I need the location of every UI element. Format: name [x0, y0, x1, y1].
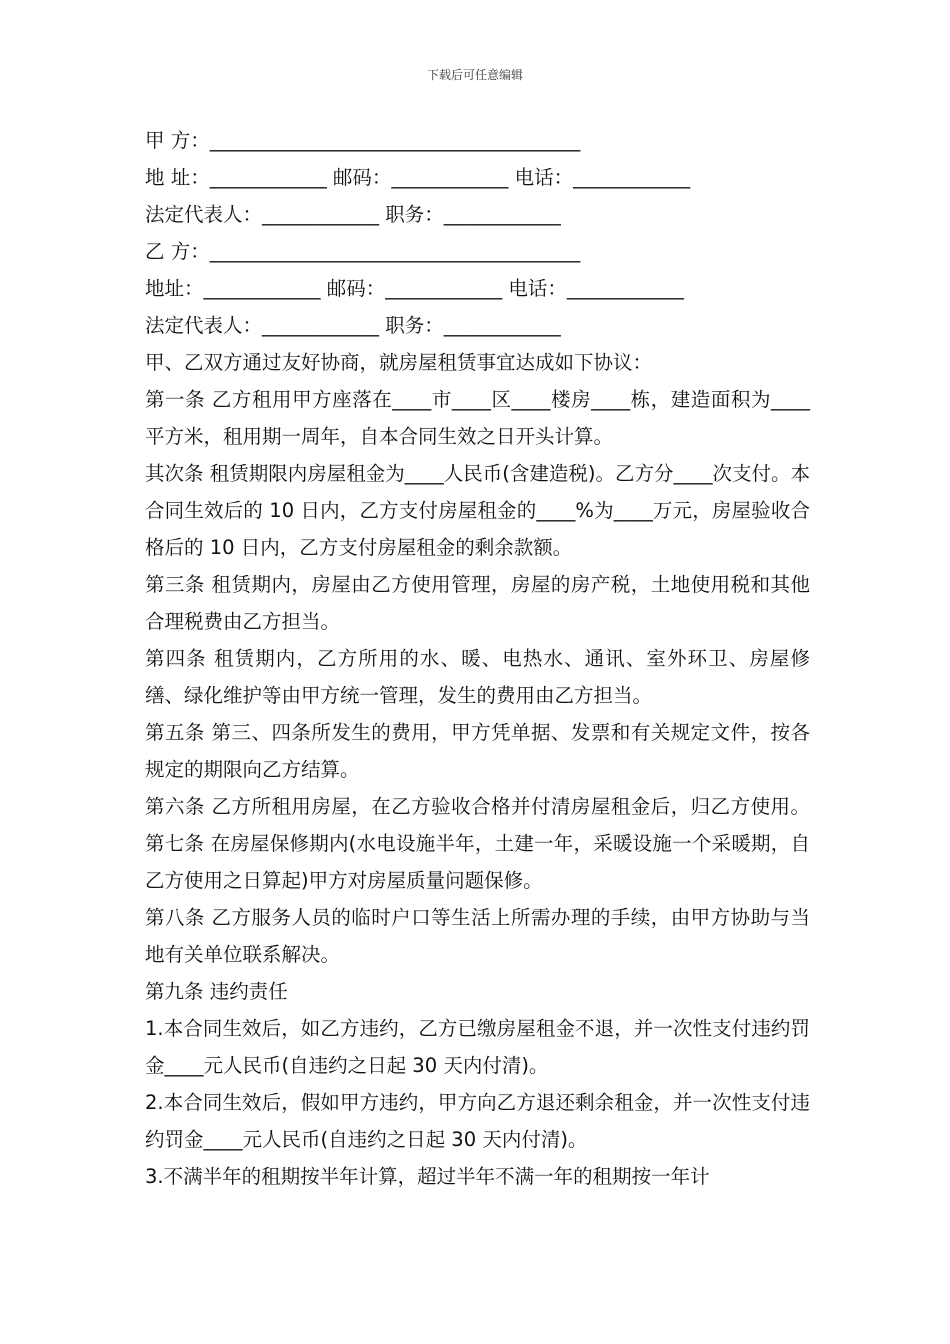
party-b-line: 乙 方：______________________________________ [145, 240, 581, 263]
clause-9-3: 3.不满半年的租期按半年计算，超过半年不满一年的租期按一年计 [145, 1165, 710, 1188]
agreement-intro: 甲、乙双方通过友好协商，就房屋租赁事宜达成如下协议： [145, 351, 653, 374]
article-1: 第一条 乙方租用甲方座落在____市____区____楼房____栋，建造面积为____平方米，租用期一周年，自本合同生效之日开头计算。 [145, 388, 810, 448]
party-a-line: 甲 方：______________________________________ [145, 129, 581, 152]
party-a-representative-line: 法定代表人：____________ 职务：____________ [145, 203, 561, 226]
article-9-title: 第九条 违约责任 [145, 980, 288, 1003]
party-a-address-line: 地 址：____________ 邮码：____________ 电话：____________ [145, 166, 691, 189]
article-5: 第五条 第三、四条所发生的费用，甲方凭单据、发票和有关规定文件，按各规定的期限向乙方结算。 [145, 721, 810, 781]
clause-9-1: 1.本合同生效后，如乙方违约，乙方已缴房屋租金不退，并一次性支付违约罚金____元人民币(自违约之日起 30 天内付清)。 [145, 1017, 810, 1077]
article-8: 第八条 乙方服务人员的临时户口等生活上所需办理的手续，由甲方协助与当地有关单位联系解决。 [145, 906, 810, 966]
article-2: 其次条 租赁期限内房屋租金为____人民币(含建造税)。乙方分____次支付。本合同生效后的 10 日内，乙方支付房屋租金的____%为____万元，房屋验收合格后的 10 日内，乙方支付房屋租金的剩余款额。 [145, 462, 810, 559]
article-3: 第三条 租赁期内，房屋由乙方使用管理，房屋的房产税，土地使用税和其他合理税费由乙方担当。 [145, 573, 810, 633]
contract-body [145, 122, 810, 1195]
page-header: 下载后可任意编辑 [426, 68, 523, 82]
article-4: 第四条 租赁期内，乙方所用的水、暖、电热水、通讯、室外环卫、房屋修缮、绿化维护等由甲方统一管理，发生的费用由乙方担当。 [145, 647, 810, 707]
party-b-representative-line: 法定代表人：____________ 职务：____________ [145, 314, 561, 337]
clause-9-2: 2.本合同生效后，假如甲方违约，甲方向乙方退还剩余租金，并一次性支付违约罚金____元人民币(自违约之日起 30 天内付清)。 [145, 1091, 810, 1151]
party-b-address-line: 地址：____________ 邮码：____________ 电话：____________ [145, 277, 684, 300]
article-6-7: 第六条 乙方所租用房屋，在乙方验收合格并付清房屋租金后，归乙方使用。 第七条 在房屋保修期内(水电设施半年，土建一年，采暖设施一个采暖期，自乙方使用之日算起)甲方对房屋质量问题保修。 [145, 795, 810, 892]
